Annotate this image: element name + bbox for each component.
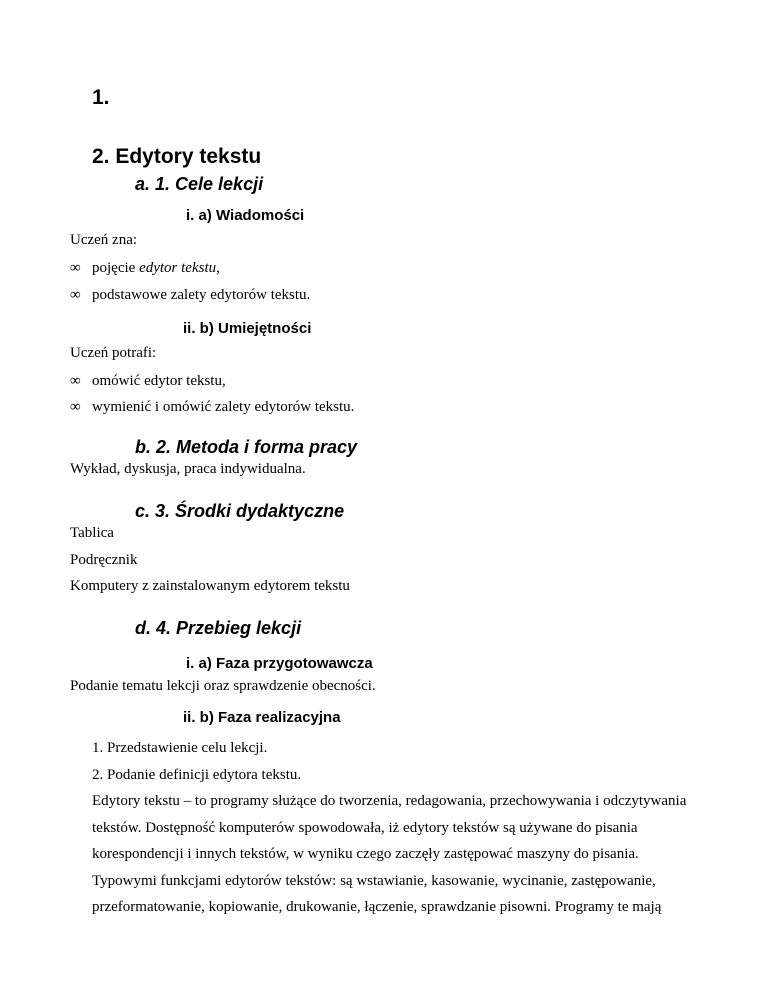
bullet-icon: ∞ xyxy=(70,399,81,415)
list-item: 1. Przedstawienie celu lekcji. xyxy=(92,740,268,756)
heading-srodki: c. 3. Środki dydaktyczne xyxy=(135,501,345,521)
body-line: Typowymi funkcjami edytorów tekstów: są wstawianie, kasowanie, wycinanie, zastępowanie, xyxy=(92,873,656,889)
heading-wiadomosci: i. a) Wiadomości xyxy=(186,207,305,224)
list-item: ∞ wymienić i omówić zalety edytorów tekstu. xyxy=(70,399,355,415)
heading-metoda: b. 2. Metoda i forma pracy xyxy=(135,437,358,457)
heading-edytory-tekstu: 2. Edytory tekstu xyxy=(92,145,262,168)
wiadomosci-intro: Uczeń zna: xyxy=(70,232,138,248)
metoda-text: Wykład, dyskusja, praca indywidualna. xyxy=(70,461,306,477)
list-item: ∞ podstawowe zalety edytorów tekstu. xyxy=(70,287,311,303)
heading-cele-lekcji: a. 1. Cele lekcji xyxy=(135,174,264,194)
body-line: przeformatowanie, kopiowanie, drukowanie, łączenie, sprawdzanie pisowni. Programy te mają xyxy=(92,899,662,915)
heading-przebieg: d. 4. Przebieg lekcji xyxy=(135,618,302,638)
body-line: Edytory tekstu – to programy służące do tworzenia, redagowania, przechowywania i odczytywania xyxy=(92,793,687,809)
faza-przyg-text: Podanie tematu lekcji oraz sprawdzenie obecności. xyxy=(70,678,376,694)
umiejetnosci-intro: Uczeń potrafi: xyxy=(70,345,157,361)
bullet-icon: ∞ xyxy=(70,260,81,276)
body-line: tekstów. Dostępność komputerów spowodowała, iż edytory tekstów są używane do pisania xyxy=(92,820,638,836)
list-item: ∞ omówić edytor tekstu, xyxy=(70,373,226,389)
list-item: 2. Podanie definicji edytora tekstu. xyxy=(92,767,302,783)
srodki-item: Komputery z zainstalowanym edytorem tekstu xyxy=(70,578,350,594)
heading-umiejetnosci: ii. b) Umiejętności xyxy=(183,320,312,337)
srodki-item: Podręcznik xyxy=(70,552,138,568)
heading-faza-realizacyjna: ii. b) Faza realizacyjna xyxy=(183,709,341,726)
bullet-icon: ∞ xyxy=(70,373,81,389)
srodki-item: Tablica xyxy=(70,525,114,541)
body-line: korespondencji i innych tekstów, w wyniku czego zaczęły zastępować maszyny do pisania. xyxy=(92,846,639,862)
heading-1: 1. xyxy=(92,86,110,109)
bullet-icon: ∞ xyxy=(70,287,81,303)
heading-faza-przygotowawcza: i. a) Faza przygotowawcza xyxy=(186,655,373,672)
list-item: ∞ pojęcie edytor tekstu, xyxy=(70,260,220,276)
